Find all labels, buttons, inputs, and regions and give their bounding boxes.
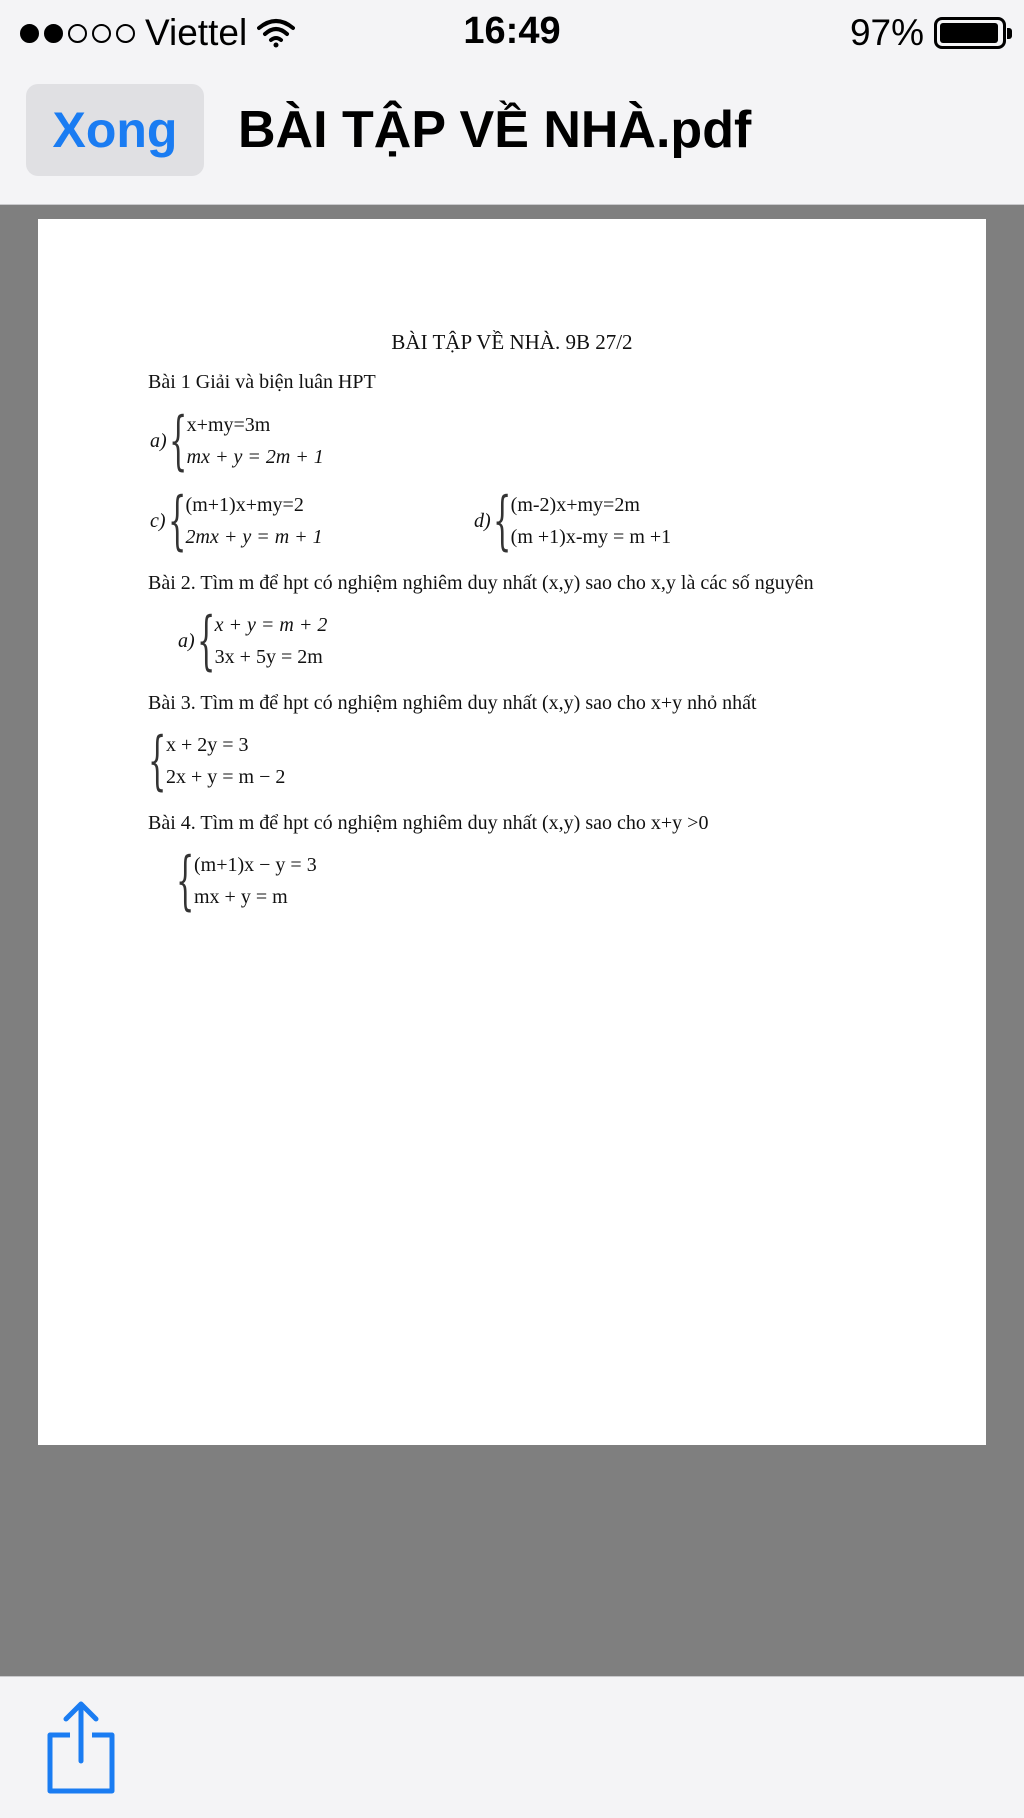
status-bar xyxy=(0,0,1024,66)
bai3-system xyxy=(148,724,286,798)
bottom-toolbar xyxy=(0,1676,1024,1818)
brace: { xyxy=(176,844,195,918)
equation: x + 2y = 3 xyxy=(166,734,249,756)
pdf-page[interactable] xyxy=(38,219,986,1445)
equation: mx + y = m xyxy=(194,886,288,908)
battery-percentage: 97% xyxy=(849,12,924,53)
document-title: BÀI TẬP VỀ NHÀ.pdf xyxy=(238,101,752,159)
equation: (m +1)x-my = m +1 xyxy=(510,526,672,548)
done-button[interactable]: Xong xyxy=(26,84,204,176)
share-icon[interactable] xyxy=(46,1699,116,1795)
brace: { xyxy=(148,724,167,798)
equation: x+my=3m xyxy=(186,414,271,436)
top-bar xyxy=(0,0,1024,205)
bai1-system-d xyxy=(474,484,672,558)
system-label: d) xyxy=(474,509,491,532)
battery-icon xyxy=(934,17,1006,49)
bai2-system-a xyxy=(178,604,328,678)
equation: 3x + 5y = 2m xyxy=(214,646,323,668)
bai2-heading: Bài 2. Tìm m để hpt có nghiệm nghiêm duy nhất (x,y) sao cho x,y là các số nguyên xyxy=(148,572,814,594)
bai1-system-a xyxy=(150,404,324,478)
equation: x + y = m + 2 xyxy=(214,614,328,636)
brace: { xyxy=(167,484,186,558)
brace: { xyxy=(196,604,215,678)
status-time: 16:49 xyxy=(463,10,561,52)
equation: 2x + y = m − 2 xyxy=(166,766,286,788)
status-right xyxy=(850,10,1006,56)
brace: { xyxy=(168,404,187,478)
bai1-system-c xyxy=(150,484,323,558)
carrier-name: Viettel xyxy=(145,12,248,53)
equation: (m-2)x+my=2m xyxy=(510,494,640,516)
bai4-system xyxy=(176,844,317,918)
doc-heading: BÀI TẬP VỀ NHÀ. 9B 27/2 xyxy=(391,330,633,354)
battery-fill xyxy=(940,23,998,43)
bai3-heading: Bài 3. Tìm m để hpt có nghiệm nghiêm duy nhất (x,y) sao cho x+y nhỏ nhất xyxy=(148,692,757,714)
brace: { xyxy=(492,484,511,558)
system-label: c) xyxy=(150,509,166,532)
navigation-bar xyxy=(0,84,1024,180)
equation: (m+1)x+my=2 xyxy=(185,494,304,516)
system-label: a) xyxy=(150,429,167,452)
equation: (m+1)x − y = 3 xyxy=(194,854,317,876)
equation: 2mx + y = m + 1 xyxy=(185,526,323,548)
bai4-heading: Bài 4. Tìm m để hpt có nghiệm nghiêm duy nhất (x,y) sao cho x+y >0 xyxy=(148,812,709,834)
bai1-heading: Bài 1 Giải và biện luân HPT xyxy=(148,371,376,393)
equation: mx + y = 2m + 1 xyxy=(186,446,324,468)
system-label: a) xyxy=(178,629,195,652)
